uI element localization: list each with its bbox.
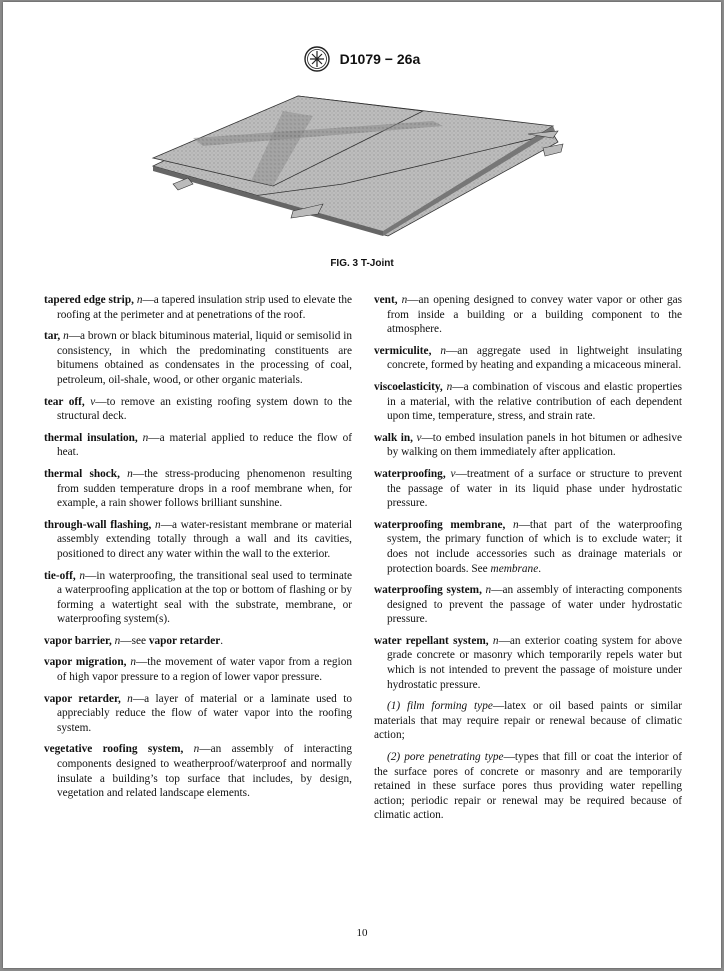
glossary-entry [44, 329, 352, 387]
entry-definition: —an aggregate used in lightweight insulating concrete, formed by heating and expanding a micaceous mineral. [387, 344, 683, 372]
entry-term: vent, [374, 294, 398, 306]
glossary-entry [44, 518, 352, 562]
entry-definition: —an opening designed to convey water vapor or other gas from inside a building or a building component to the atmosphere. [387, 294, 683, 336]
entry-term: vapor barrier, [44, 634, 112, 647]
glossary-entry [44, 293, 352, 322]
glossary-entry [44, 692, 352, 736]
entry-term: waterproofing membrane, [374, 518, 506, 531]
entry-part-of-speech: n [485, 584, 492, 597]
entry-definition: —a brown or black bituminous material, liquid or semisolid in consistency, in which the predominating constituents are bitumens obtained as condensates in the processing of coal, petroleum, oil-shale, wood, or other organic materials. [57, 330, 352, 386]
entry-term: vegetative roofing system, [44, 743, 184, 756]
left-column [44, 293, 352, 808]
entry-part-of-speech: n [79, 569, 86, 582]
entry-definition: —to embed insulation panels in hot bitumen or adhesive by walking on them immediately after application. [387, 431, 683, 459]
entry-definition: —an assembly of interacting components designed to prevent the passage of water under hydrostatic pressure. [387, 584, 682, 626]
entry-definition: —a combination of viscous and elastic properties in a material, with the relative contribution of each dependent upon time, temperature, stress, and strain rate. [387, 380, 682, 423]
entry-term: tear off, [44, 395, 85, 408]
entry-part-of-speech: n [142, 431, 149, 444]
glossary-entry [44, 634, 352, 649]
entry-term: tar, [44, 330, 61, 343]
page-header [3, 46, 721, 72]
entry-part-of-speech: v [90, 395, 96, 408]
entry-part-of-speech: n [401, 294, 408, 306]
entry-definition: —treatment of a surface or structure to prevent the passage of water in its liquid phase under hydrostatic pressure. [387, 467, 682, 510]
page-number: 10 [356, 927, 368, 939]
glossary-entry [44, 395, 352, 424]
entry-definition: —the movement of water vapor from a region of high vapor pressure to a region of lower vapor pressure. [57, 656, 352, 684]
entry-part-of-speech: n [63, 330, 69, 343]
entry-part-of-speech: n [492, 634, 499, 647]
entry-part-of-speech: n [136, 294, 143, 306]
entry-tail: . [220, 634, 224, 647]
entry-term: walk in, [374, 431, 413, 444]
entry-part-of-speech: v [416, 431, 422, 444]
right-column [374, 293, 682, 830]
entry-term: waterproofing system, [374, 584, 482, 597]
entry-term: water repellant system, [374, 634, 489, 647]
entry-definition: —a layer of material or a laminate used to appreciably reduce the flow of water vapor into the roofing system. [57, 692, 353, 734]
entry-definition: —a water-resistant membrane or material assembly extending totally through a wall and its cavities, positioned to direct any water within the wall to the exterior. [57, 518, 353, 560]
glossary-entry [374, 518, 682, 576]
entry-part-of-speech: n [512, 518, 519, 531]
entry-term: thermal shock, [44, 467, 120, 480]
astm-logo-icon [304, 46, 330, 72]
document-page [3, 2, 721, 968]
entry-definition: —in waterproofing, the transitional seal used to terminate a waterproofing application at the top or bottom of flashing or by forming a watertight seal with the substrate, membrane, or waterproofing system(s). [57, 569, 353, 626]
entry-part-of-speech: n [114, 634, 121, 647]
entry-part-of-speech: n [446, 380, 453, 393]
entry-definition: —to remove an existing roofing system down to the structural deck. [57, 395, 352, 423]
entry-part-of-speech: n [127, 692, 133, 705]
glossary-entry [374, 583, 682, 627]
entry-part-of-speech: v [450, 467, 456, 480]
glossary-entry [374, 344, 682, 373]
entry-definition: —see [120, 634, 149, 647]
glossary-entry [44, 655, 352, 684]
sub-item-label: (1) film forming type [387, 700, 493, 713]
entry-definition: —that part of the waterproofing system, the primary function of which is to exclude water; it does not include accessories such as drainage materials or protection boards. See [387, 518, 682, 575]
glossary-entry [374, 380, 682, 424]
glossary-entry [44, 431, 352, 460]
entry-term: waterproofing, [374, 467, 446, 480]
figure-caption: FIG. 3 T-Joint [330, 258, 394, 269]
glossary-entry [44, 742, 352, 800]
entry-term: vapor migration, [44, 656, 127, 669]
entry-tail: . [538, 562, 542, 575]
sub-item-text: —latex or oil based paints or similar materials that may require repair or renewal because of climatic action; [374, 700, 683, 742]
sub-item-label: (2) pore penetrating type [387, 751, 504, 764]
sub-item-text: —types that fill or coat the interior of the surface pores of concrete or masonry and are temporarily retained in these surface pores thus providing water repelling action; periodic repair or renewal may be required because of climatic action. [374, 751, 682, 822]
entry-term: viscoelasticity, [374, 380, 443, 393]
entry-term: vapor retarder, [44, 692, 121, 705]
entry-definition: —an exterior coating system for above grade concrete or masonry which temporarily repels water but which is not intended to prevent the passage of moisture under hydrostatic pressure. [387, 634, 683, 691]
entry-definition: —a material applied to reduce the flow of heat. [57, 431, 352, 459]
sub-item [374, 699, 682, 743]
glossary-entry [374, 634, 682, 692]
glossary-entry [44, 569, 352, 627]
glossary-entry [374, 431, 682, 460]
entry-definition: —a tapered insulation strip used to elevate the roofing at the perimeter and at penetrations of the roof. [57, 294, 353, 321]
entry-term: through-wall flashing, [44, 518, 152, 531]
entry-see-reference: vapor retarder [148, 634, 221, 647]
entry-term: tapered edge strip, [44, 294, 134, 306]
entry-definition: —an assembly of interacting components designed to weatherproof/waterproof and normally insulate a building’s top surface that includes, by design, vegetation and related landscape elements. [57, 743, 352, 800]
sub-item [374, 750, 682, 823]
t-joint-figure [133, 86, 573, 251]
glossary-entry [374, 293, 682, 337]
entry-part-of-speech: n [440, 344, 446, 357]
entry-see-reference: membrane [490, 562, 539, 575]
entry-term: tie-off, [44, 569, 76, 582]
entry-term: thermal insulation, [44, 431, 138, 444]
entry-part-of-speech: n [193, 743, 200, 756]
entry-part-of-speech: n [127, 467, 133, 480]
standard-designation: D1079 − 26a [339, 51, 421, 67]
entry-term: vermiculite, [374, 344, 432, 357]
glossary-entry [374, 467, 682, 511]
entry-part-of-speech: n [155, 518, 161, 531]
entry-part-of-speech: n [130, 656, 136, 669]
glossary-entry [44, 467, 352, 511]
entry-definition: —the stress-producing phenomenon resulting from sudden temperature drops in a roof membrane when, for example, a rain shower follows brilliant sunshine. [57, 467, 353, 510]
